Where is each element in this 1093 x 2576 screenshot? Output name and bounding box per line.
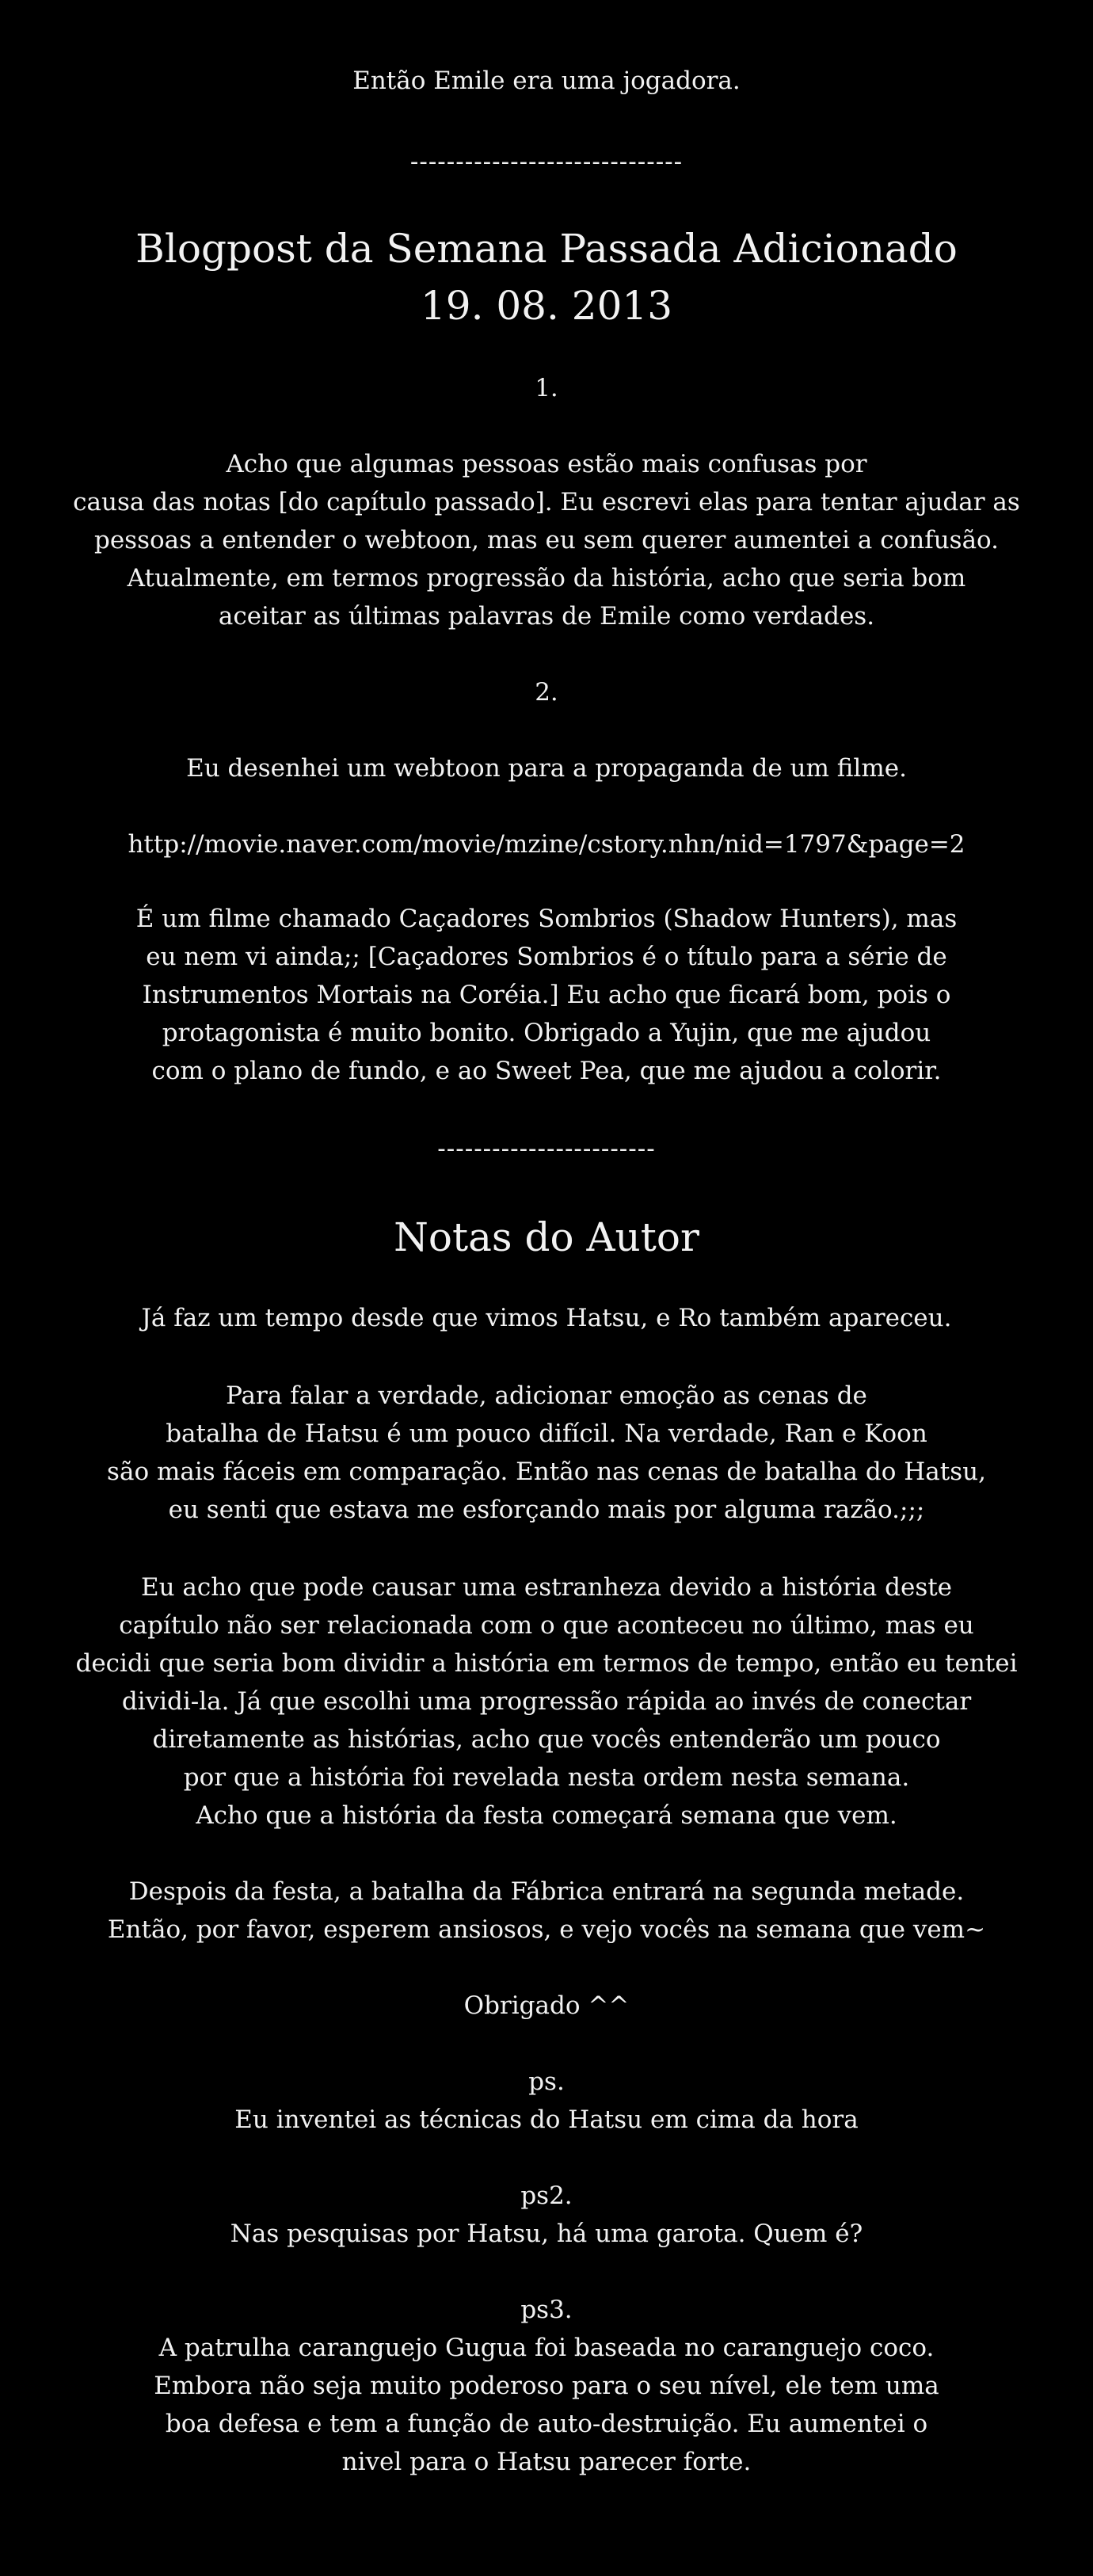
paragraph-line: por que a história foi revelada nesta ordem nesta semana. bbox=[183, 1763, 910, 1792]
intro-text: Então Emile era uma jogadora. bbox=[352, 67, 741, 95]
ps1 bbox=[71, 2063, 1022, 2139]
ps2 bbox=[71, 2177, 1022, 2253]
paragraph-line: nivel para o Hatsu parecer forte. bbox=[341, 2448, 752, 2476]
paragraph-line: protagonista é muito bonito. Obrigado a Yujin, que me ajudou bbox=[162, 1019, 931, 1047]
paragraph-line: Para falar a verdade, adicionar emoção as cenas de bbox=[226, 1381, 867, 1410]
paragraph-line: capítulo não ser relacionada com o que aconteceu no último, mas eu bbox=[119, 1611, 974, 1640]
paragraph-line: Despois da festa, a batalha da Fábrica entrará na segunda metade. bbox=[128, 1877, 965, 1906]
paragraph-line: dividi-la. Já que escolhi uma progressão rápida ao invés de conectar bbox=[121, 1687, 972, 1716]
ps2-label: ps2. bbox=[520, 2182, 573, 2210]
paragraph-line: A patrulha caranguejo Gugua foi baseada no caranguejo coco. bbox=[158, 2334, 935, 2362]
item-2-text: Eu desenhei um webtoon para a propaganda de um filme. bbox=[186, 754, 907, 783]
paragraph-line: diretamente as histórias, acho que vocês entenderão um pouco bbox=[152, 1725, 941, 1754]
ps1-label: ps. bbox=[528, 2067, 565, 2096]
ps1-text: Eu inventei as técnicas do Hatsu em cima da hora bbox=[234, 2105, 859, 2134]
paragraph-line: com o plano de fundo, e ao Sweet Pea, que me ajudou a colorir. bbox=[151, 1057, 942, 1085]
notes-paragraph-1: Já faz um tempo desde que vimos Hatsu, e Ro também apareceu. bbox=[141, 1304, 952, 1332]
paragraph-line: Acho que a história da festa começará semana que vem. bbox=[196, 1801, 897, 1830]
paragraph-line: Então, por favor, esperem ansiosos, e vejo vocês na semana que vem~ bbox=[107, 1915, 986, 1944]
notes-title: Notas do Autor bbox=[394, 1214, 699, 1260]
paragraph-line: Acho que algumas pessoas estão mais confusas por bbox=[226, 450, 867, 478]
film-paragraph bbox=[71, 900, 1022, 1090]
paragraph-line: Embora não seja muito poderoso para o seu nível, ele tem uma bbox=[154, 2372, 939, 2400]
paragraph-line: eu senti que estava me esforçando mais por alguma razão.;;; bbox=[168, 1496, 925, 1524]
paragraph-line: É um filme chamado Caçadores Sombrios (Shadow Hunters), mas bbox=[135, 905, 958, 933]
separator-1: ------------------------------ bbox=[409, 147, 684, 176]
ps3-label: ps3. bbox=[520, 2296, 573, 2324]
paragraph-line: Atualmente, em termos progressão da história, acho que seria bom bbox=[127, 564, 966, 593]
paragraph-line: pessoas a entender o webtoon, mas eu sem querer aumentei a confusão. bbox=[93, 526, 1000, 554]
ps3 bbox=[71, 2291, 1022, 2481]
paragraph-line: boa defesa e tem a função de auto-destruição. Eu aumentei o bbox=[165, 2410, 928, 2438]
notes-paragraph-4 bbox=[71, 1873, 1022, 1949]
paragraph-line: decidi que seria bom dividir a história em termos de tempo, então eu tentei bbox=[75, 1649, 1018, 1678]
notes-paragraph-2 bbox=[71, 1377, 1022, 1529]
separator-2: ------------------------ bbox=[437, 1134, 656, 1163]
paragraph-line: são mais fáceis em comparação. Então nas cenas de batalha do Hatsu, bbox=[107, 1458, 986, 1486]
paragraph-line: batalha de Hatsu é um pouco difícil. Na verdade, Ran e Koon bbox=[166, 1419, 927, 1448]
ps2-text: Nas pesquisas por Hatsu, há uma garota. Quem é? bbox=[230, 2220, 863, 2248]
item-1-paragraph bbox=[71, 445, 1022, 635]
paragraph-line: Instrumentos Mortais na Coréia.] Eu acho que ficará bom, pois o bbox=[142, 981, 951, 1009]
blogpost-title: Blogpost da Semana Passada Adicionado bbox=[135, 226, 958, 272]
paragraph-line: Eu acho que pode causar uma estranheza devido a história deste bbox=[140, 1573, 953, 1602]
item-2-number: 2. bbox=[535, 678, 558, 707]
item-1-number: 1. bbox=[535, 374, 558, 402]
paragraph-line: causa das notas [do capítulo passado]. Eu escrevi elas para tentar ajudar as bbox=[73, 488, 1020, 516]
notes-paragraph-3 bbox=[71, 1568, 1022, 1835]
paragraph-line: eu nem vi ainda;; [Caçadores Sombrios é o título para a série de bbox=[146, 943, 947, 971]
thanks-text: Obrigado ^^ bbox=[463, 1991, 630, 2020]
paragraph-line: aceitar as últimas palavras de Emile como verdades. bbox=[218, 602, 875, 631]
blogpost-date: 19. 08. 2013 bbox=[420, 283, 673, 329]
movie-link[interactable]: http://movie.naver.com/movie/mzine/cstory.nhn/nid=1797&page=2 bbox=[128, 830, 965, 859]
